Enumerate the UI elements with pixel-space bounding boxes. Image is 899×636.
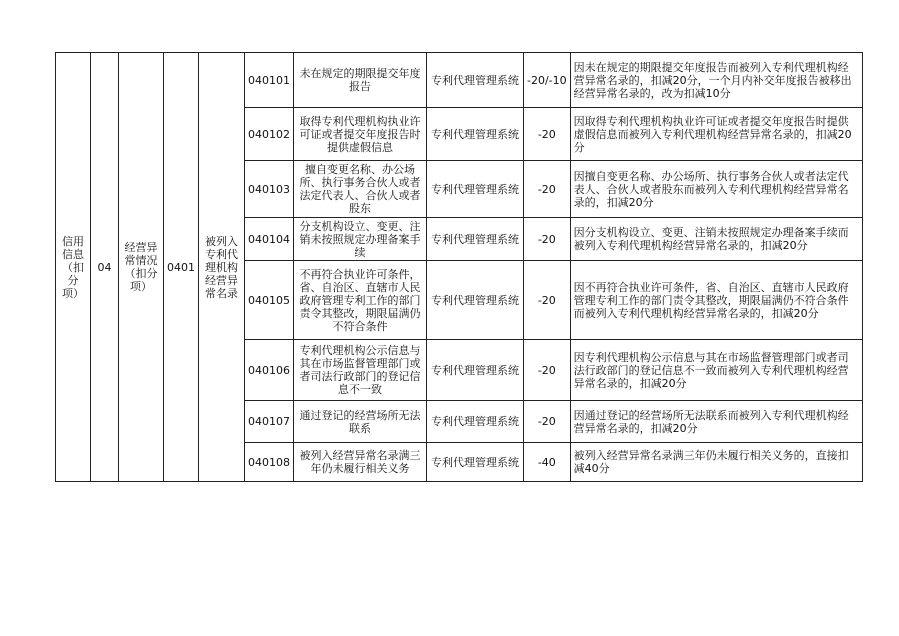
score-cell: -20 [524,161,571,218]
level1-code-cell: 04 [91,53,119,482]
data-source-cell: 专利代理管理系统 [427,340,524,401]
item-code-cell: 040106 [245,340,294,401]
description-cell: 因通过登记的经营场所无法联系而被列入专利代理机构经营异常名录的，扣减20分 [570,401,862,443]
data-source-cell: 专利代理管理系统 [427,261,524,340]
description-cell: 因擅自变更名称、办公场所、执行事务合伙人或者法定代表人、合伙人或者股东而被列入专利代理机构经营异常名录的，扣减20分 [570,161,862,218]
description-cell: 因未在规定的期限提交年度报告而被列入专利代理机构经营异常名录的，扣减20分，一个月内补交年度报告被移出经营异常名录的，改为扣减10分 [570,53,862,108]
item-name-cell: 不再符合执业许可条件，省、自治区、直辖市人民政府管理专利工作的部门责令其整改，期限届满仍不符合条件 [294,261,427,340]
data-source-cell: 专利代理管理系统 [427,108,524,161]
level2-code-cell: 0401 [164,53,199,482]
description-cell: 因取得专利代理机构执业许可证或者提交年度报告时提供虚假信息而被列入专利代理机构经营异常名录的，扣减20分 [570,108,862,161]
description-cell: 因不再符合执业许可条件，省、自治区、直辖市人民政府管理专利工作的部门责令其整改，期限届满仍不符合条件而被列入专利代理机构经营异常名录的，扣减20分 [570,261,862,340]
item-name-cell: 分支机构设立、变更、注销未按照规定办理备案手续 [294,218,427,261]
item-name-cell: 被列入经营异常名录满三年仍未履行相关义务 [294,443,427,482]
item-code-cell: 040104 [245,218,294,261]
item-code-cell: 040105 [245,261,294,340]
data-source-cell: 专利代理管理系统 [427,218,524,261]
data-source-cell: 专利代理管理系统 [427,53,524,108]
table-row [56,53,863,108]
item-name-cell: 通过登记的经营场所无法联系 [294,401,427,443]
description-cell: 因分支机构设立、变更、注销未按照规定办理备案手续而被列入专利代理机构经营异常名录的，扣减20分 [570,218,862,261]
item-code-cell: 040102 [245,108,294,161]
score-cell: -20 [524,261,571,340]
item-name-cell: 擅自变更名称、办公场所、执行事务合伙人或者法定代表人、合伙人或者股东 [294,161,427,218]
item-code-cell: 040108 [245,443,294,482]
level2-name-cell: 被列入专利代理机构经营异常名录 [199,53,245,482]
score-cell: -20 [524,340,571,401]
description-cell: 被列入经营异常名录满三年仍未履行相关义务的，直接扣减40分 [570,443,862,482]
score-cell: -20 [524,218,571,261]
item-code-cell: 040101 [245,53,294,108]
score-cell: -20 [524,401,571,443]
item-name-cell: 取得专利代理机构执业许可证或者提交年度报告时提供虚假信息 [294,108,427,161]
data-source-cell: 专利代理管理系统 [427,401,524,443]
score-cell: -20 [524,108,571,161]
score-cell: -40 [524,443,571,482]
score-cell: -20/-10 [524,53,571,108]
item-code-cell: 040103 [245,161,294,218]
data-source-cell: 专利代理管理系统 [427,161,524,218]
level1-name-cell: 经营异常情况（扣分项） [119,53,164,482]
item-name-cell: 未在规定的期限提交年度报告 [294,53,427,108]
item-code-cell: 040107 [245,401,294,443]
category-cell: 信用信息（扣分项） [56,53,91,482]
item-name-cell: 专利代理机构公示信息与其在市场监督管理部门或者司法行政部门的登记信息不一致 [294,340,427,401]
data-source-cell: 专利代理管理系统 [427,443,524,482]
description-cell: 因专利代理机构公示信息与其在市场监督管理部门或者司法行政部门的登记信息不一致而被列入专利代理机构经营异常名录的，扣减20分 [570,340,862,401]
scoring-table [55,52,863,482]
